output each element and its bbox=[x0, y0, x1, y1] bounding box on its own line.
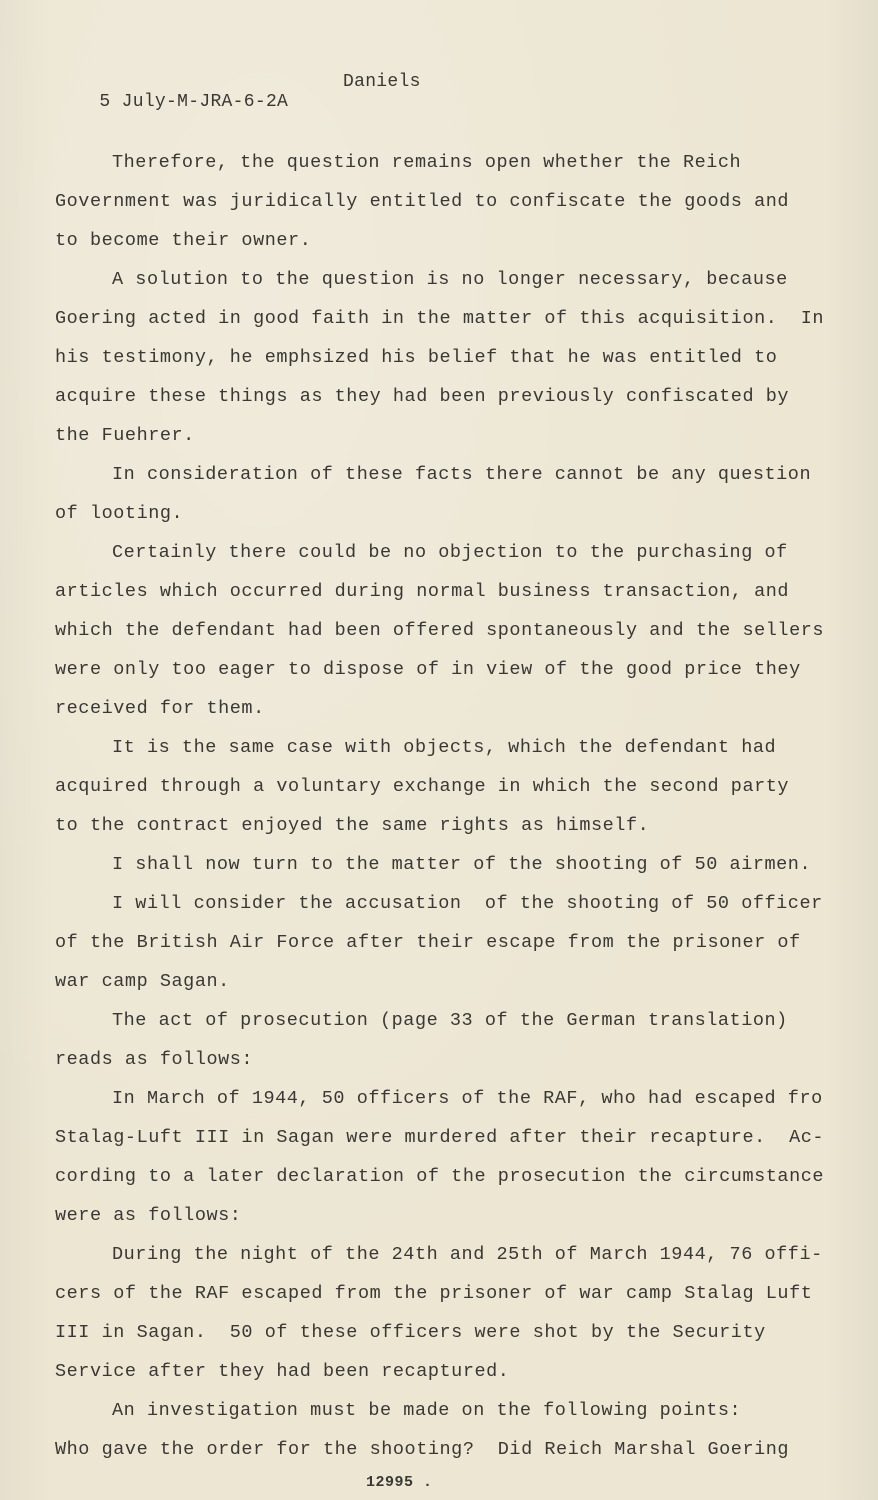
text-line: were as follows: bbox=[55, 1205, 242, 1226]
text-line: cers of the RAF escaped from the prisoner of war camp Stalag Luft bbox=[55, 1283, 813, 1304]
text-line: articles which occurred during normal business transaction, and bbox=[55, 581, 790, 602]
text-line: acquire these things as they had been previously confiscated by bbox=[55, 386, 790, 407]
text-line: to the contract enjoyed the same rights as himself. bbox=[55, 815, 650, 836]
text-line: received for them. bbox=[55, 698, 265, 719]
text-line: of looting. bbox=[55, 503, 184, 524]
header-reference: 5 July-M-JRA-6-2A bbox=[99, 92, 289, 112]
text-line: reads as follows: bbox=[55, 1049, 254, 1070]
page-number: 12995 . bbox=[366, 1474, 433, 1491]
header-author: Daniels bbox=[343, 72, 421, 92]
text-line: Stalag-Luft III in Sagan were murdered after their recapture. Ac- bbox=[55, 1127, 825, 1148]
text-line: to become their owner. bbox=[55, 230, 312, 251]
text-line: were only too eager to dispose of in view of the good price they bbox=[55, 659, 801, 680]
text-line: I shall now turn to the matter of the shooting of 50 airmen. bbox=[112, 854, 812, 875]
text-line: war camp Sagan. bbox=[55, 971, 230, 992]
text-line: his testimony, he emphsized his belief that he was entitled to bbox=[55, 347, 778, 368]
text-line: Service after they had been recaptured. bbox=[55, 1361, 510, 1382]
text-line: III in Sagan. 50 of these officers were shot by the Security bbox=[55, 1322, 766, 1343]
text-line: acquired through a voluntary exchange in which the second party bbox=[55, 776, 790, 797]
text-line: In March of 1944, 50 officers of the RAF, who had escaped fro bbox=[112, 1088, 823, 1109]
text-line: It is the same case with objects, which the defendant had bbox=[112, 737, 777, 758]
text-line: of the British Air Force after their escape from the prisoner of bbox=[55, 932, 801, 953]
text-line: I will consider the accusation of the shooting of 50 officer bbox=[112, 893, 823, 914]
text-line: Certainly there could be no objection to the purchasing of bbox=[112, 542, 788, 563]
text-line: Goering acted in good faith in the matter of this acquisition. In bbox=[55, 308, 825, 329]
text-line: An investigation must be made on the following points: bbox=[112, 1400, 742, 1421]
text-line: Therefore, the question remains open whether the Reich bbox=[112, 152, 742, 173]
page-header bbox=[55, 72, 421, 152]
text-line: the Fuehrer. bbox=[55, 425, 195, 446]
text-line: Who gave the order for the shooting? Did Reich Marshal Goering bbox=[55, 1439, 790, 1460]
text-line: The act of prosecution (page 33 of the German translation) bbox=[112, 1010, 788, 1031]
text-line: In consideration of these facts there cannot be any question bbox=[112, 464, 812, 485]
text-line: A solution to the question is no longer necessary, because bbox=[112, 269, 788, 290]
text-line: During the night of the 24th and 25th of March 1944, 76 offi- bbox=[112, 1244, 823, 1265]
text-line: which the defendant had been offered spontaneously and the sellers bbox=[55, 620, 825, 641]
text-line: Government was juridically entitled to confiscate the goods and bbox=[55, 191, 790, 212]
text-line: cording to a later declaration of the prosecution the circumstance bbox=[55, 1166, 825, 1187]
